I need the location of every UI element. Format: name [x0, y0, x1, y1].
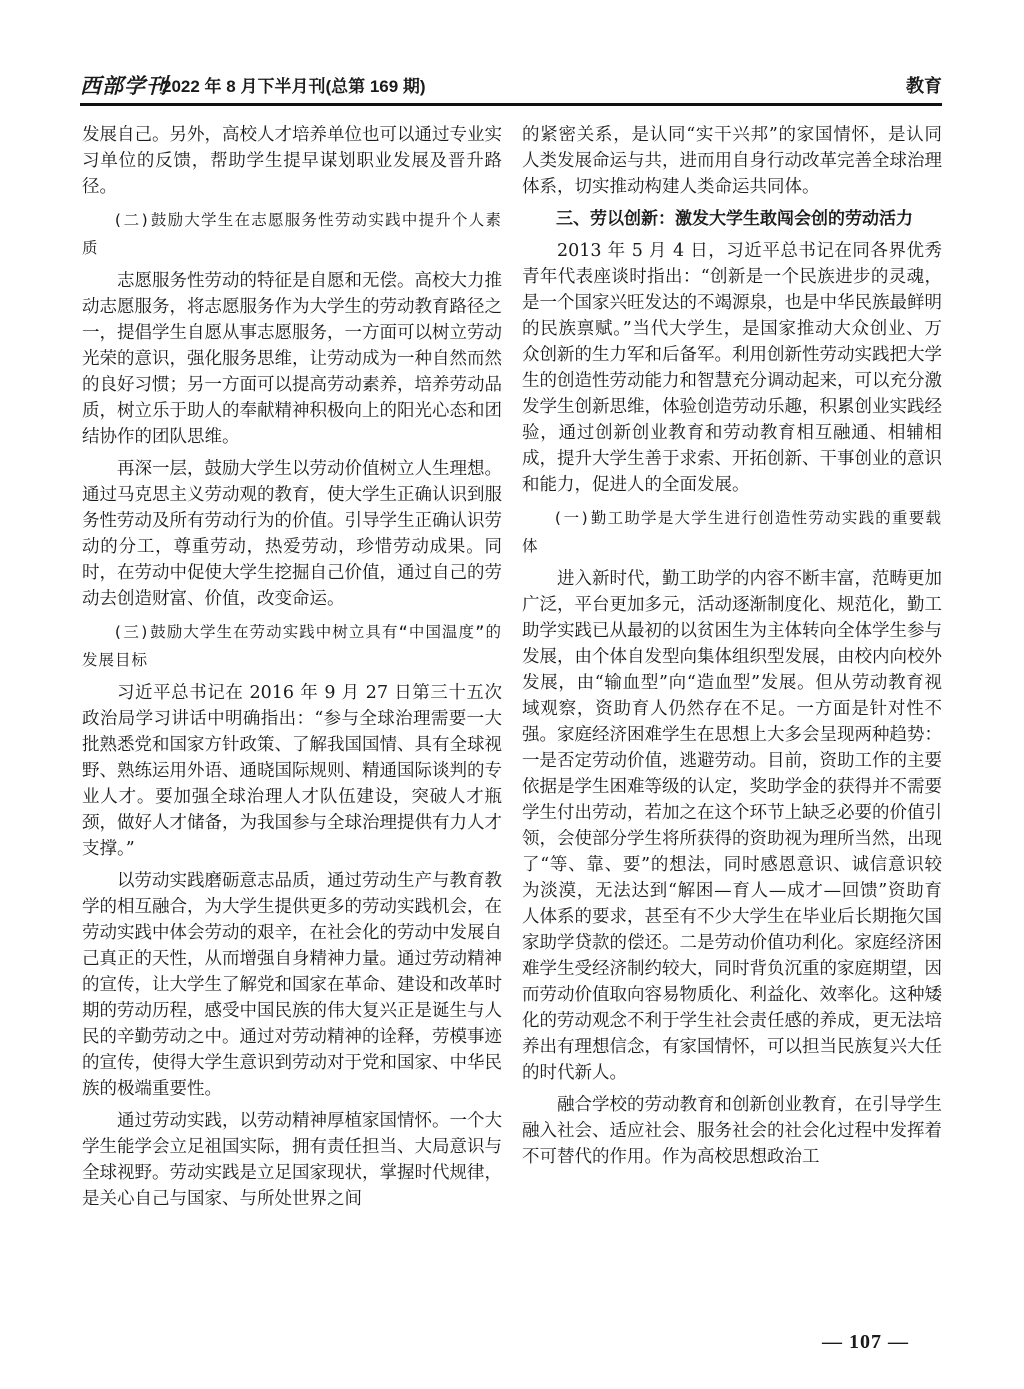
left-column: [82, 122, 502, 1218]
paragraph: 2013 年 5 月 4 日，习近平总书记在同各界优秀青年代表座谈时指出：“创新是一个民族进步的灵魂，是一个国家兴旺发达的不竭源泉，也是中华民族最鲜明的民族禀赋。”当代大学生，是国家推动大众创业、万众创新的生力军和后备军。利用创新性劳动实践把大学生的创造性劳动能力和智慧充分调动起来，可以充分激发学生创新思维，体验创造劳动乐趣，积累创业实践经验，通过创新创业教育和劳动教育相互融通、相辅相成，提升大学生善于求索、开拓创新、干事创业的意识和能力，促进人的全面发展。: [522, 241, 942, 495]
paragraph: 发展自己。另外，高校人才培养单位也可以通过专业实习单位的反馈，帮助学生提早谋划职业发展及晋升路径。: [82, 125, 502, 197]
subheading: (三)鼓励大学生在劳动实践中树立具有“中国温度”的发展目标: [82, 623, 502, 669]
section-heading: 三、劳以创新：激发大学生敢闯会创的劳动活力: [556, 209, 913, 228]
page-header: [80, 62, 942, 106]
right-column: [522, 122, 942, 1176]
paragraph: 融合学校的劳动教育和创新创业教育，在引导学生融入社会、适应社会、服务社会的社会化过程中发挥着不可替代的作用。作为高校思想政治工: [522, 1095, 942, 1167]
paragraph: 以劳动实践磨砺意志品质，通过劳动生产与教育教学的相互融合，为大学生提供更多的劳动实践机会，在劳动实践中体会劳动的艰辛，在社会化的劳动中发展自己真正的天性，从而增强自身精神力量。通过劳动精神的宣传，让大学生了解党和国家在革命、建设和改革时期的劳动历程，感受中国民族的伟大复兴正是诞生与人民的辛勤劳动之中。通过对劳动精神的诠释，劳模事迹的宣传，使得大学生意识到劳动对于党和国家、中华民族的极端重要性。: [82, 871, 502, 1099]
paragraph: 再深一层，鼓励大学生以劳动价值树立人生理想。通过马克思主义劳动观的教育，使大学生正确认识到服务性劳动及所有劳动行为的价值。引导学生正确认识劳动的分工，尊重劳动，热爱劳动，珍惜劳动成果。同时，在劳动中促使大学生挖掘自己价值，通过自己的劳动去创造财富、价值，改变命运。: [82, 459, 502, 609]
paragraph: 进入新时代，勤工助学的内容不断丰富，范畴更加广泛，平台更加多元，活动逐渐制度化、规范化，勤工助学实践已从最初的以贫困生为主体转向全体学生参与发展，由个体自发型向集体组织型发展，由校内向校外发展，由“输血型”向“造血型”发展。但从劳动教育视域观察，资助育人仍然存在不足。一方面是针对性不强。家庭经济困难学生在思想上大多会呈现两种趋势：一是否定劳动价值，逃避劳动。目前，资助工作的主要依据是学生困难等级的认定，奖助学金的获得并不需要学生付出劳动，若加之在这个环节上缺乏必要的价值引领，会使部分学生将所获得的资助视为理所当然，出现了“等、靠、要”的想法，同时感恩意识、诚信意识较为淡漠，无法达到“解困—育人—成才—回馈”资助育人体系的要求，甚至有不少大学生在毕业后长期拖欠国家助学贷款的偿还。二是劳动价值功利化。家庭经济困难学生受经济制约较大，同时背负沉重的家庭期望，因而劳动价值取向容易物质化、利益化、效率化。这种矮化的劳动观念不利于学生社会责任感的养成，更无法培养出有理想信念，有家国情怀，可以担当民族复兴大任的时代新人。: [522, 569, 942, 1083]
paragraph: 习近平总书记在 2016 年 9 月 27 日第三十五次政治局学习讲话中明确指出：“参与全球治理需要一大批熟悉党和国家方针政策、了解我国国情、具有全球视野、熟练运用外语、通晓国际规则、精通国际谈判的专业人才。要加强全球治理人才队伍建设，突破人才瓶颈，做好人才储备，为我国参与全球治理提供有力人才支撑。”: [82, 683, 502, 859]
header-rule: [80, 103, 942, 106]
subheading: (一)勤工助学是大学生进行创造性劳动实践的重要载体: [522, 509, 942, 555]
paragraph: 通过劳动实践，以劳动精神厚植家国情怀。一个大学生能学会立足祖国实际，拥有责任担当、大局意识与全球视野。劳动实践是立足国家现状，掌握时代规律，是关心自己与国家、与所处世界之间: [82, 1111, 502, 1209]
section-name: 教育: [906, 76, 942, 96]
page-number: — 107 —: [822, 1331, 909, 1353]
paragraph: 的紧密关系，是认同“实干兴邦”的家国情怀，是认同人类发展命运与共，进而用自身行动改革完善全球治理体系，切实推动构建人类命运共同体。: [522, 125, 942, 197]
subheading: (二)鼓励大学生在志愿服务性劳动实践中提升个人素质: [82, 211, 502, 257]
issue-info: 2022 年 8 月下半月刊(总第 169 期): [162, 77, 426, 96]
journal-logo: 西部学刊: [80, 73, 168, 98]
paragraph: 志愿服务性劳动的特征是自愿和无偿。高校大力推动志愿服务，将志愿服务作为大学生的劳动教育路径之一，提倡学生自愿从事志愿服务，一方面可以树立劳动光荣的意识，强化服务思维，让劳动成为一种自然而然的良好习惯；另一方面可以提高劳动素养，培养劳动品质，树立乐于助人的奉献精神积极向上的阳光心态和团结协作的团队思维。: [82, 271, 502, 447]
